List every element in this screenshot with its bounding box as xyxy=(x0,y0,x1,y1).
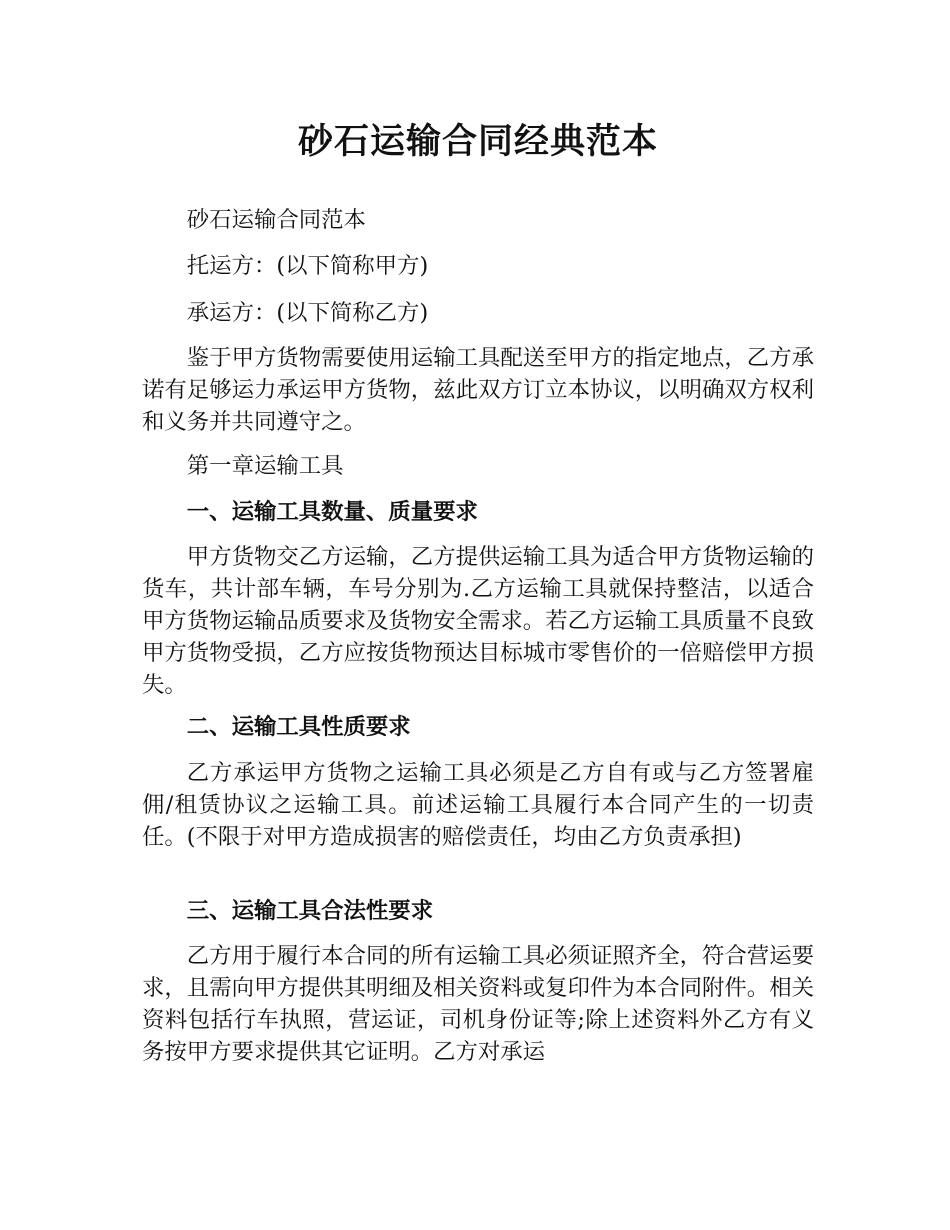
paragraph-subtitle: 砂石运输合同范本 xyxy=(186,207,366,233)
paragraph-chapter-1: 第一章运输工具 xyxy=(186,453,344,479)
paragraph-carrier: 承运方：(以下简称乙方) xyxy=(186,300,429,326)
paragraph-preamble: 鉴于甲方货物需要使用运输工具配送至甲方的指定地点，乙方承诺有足够运力承运甲方货物，兹此双方订立本协议，以明确双方权利和义务并共同遵守之。 xyxy=(142,345,814,435)
paragraph-section-2: 乙方承运甲方货物之运输工具必须是乙方自有或与乙方签署雇佣/租赁协议之运输工具。前述运输工具履行本合同产生的一切责任。(不限于对甲方造成损害的赔偿责任，均由乙方负责承担) xyxy=(142,760,814,850)
section-heading-3: 三、运输工具合法性要求 xyxy=(186,898,434,924)
document-title: 砂石运输合同经典范本 xyxy=(297,122,658,162)
paragraph-shipper: 托运方：(以下简称甲方) xyxy=(186,253,429,279)
paragraph-section-3: 乙方用于履行本合同的所有运输工具必须证照齐全，符合营运要求，且需向甲方提供其明细及相关资料或复印件为本合同附件。相关资料包括行车执照，营运证，司机身份证等;除上述资料外乙方有义务按甲方要求提供其它证明。乙方对承运 xyxy=(142,943,814,1065)
section-heading-2: 二、运输工具性质要求 xyxy=(186,714,411,740)
section-heading-1: 一、运输工具数量、质量要求 xyxy=(186,499,478,525)
paragraph-section-1: 甲方货物交乙方运输，乙方提供运输工具为适合甲方货物运输的货车，共计部车辆，车号分别为.乙方运输工具就保持整洁，以适合甲方货物运输品质要求及货物安全需求。若乙方运输工具质量不良致甲方货物受损，乙方应按货物预达目标城市零售价的一倍赔偿甲方损失。 xyxy=(142,544,814,698)
